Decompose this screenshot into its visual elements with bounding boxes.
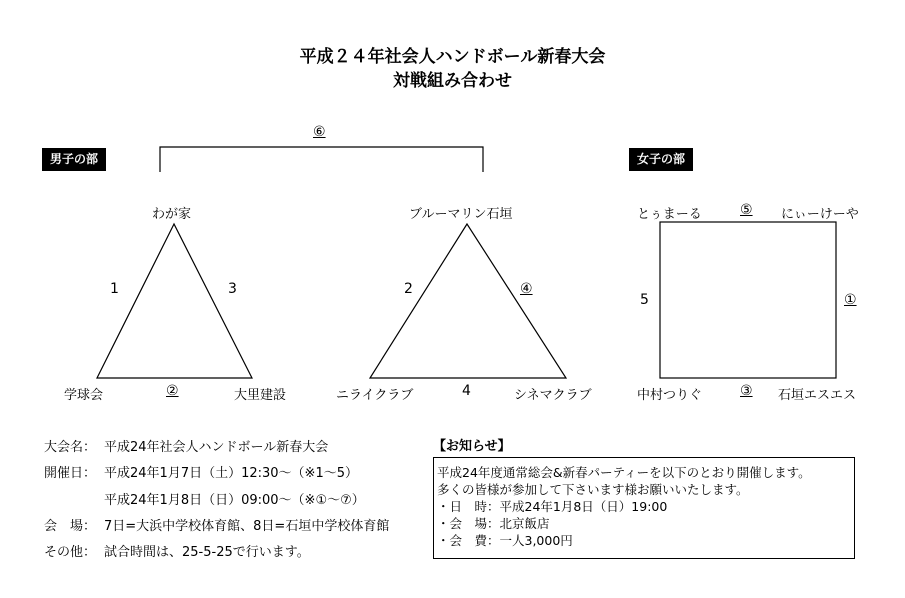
info-name-label: 大会名： — [44, 440, 97, 455]
women-section-badge: 女子の部 — [629, 148, 693, 171]
team-label: 学球会 — [64, 388, 104, 403]
women-square — [660, 222, 836, 378]
men-section-badge: 男子の部 — [42, 148, 106, 171]
notice-line: 多くの皆様が参加して下さいます様お願いいたします。 — [437, 482, 749, 497]
team-label: わが家 — [152, 207, 192, 222]
info-name-value: 平成24年社会人ハンドボール新春大会 — [104, 440, 329, 455]
info-date-value-2: 平成24年1月8日（日）09:00～（※①～⑦） — [104, 493, 365, 508]
cross-match-number: ⑥ — [313, 124, 326, 140]
match-number: 1 — [110, 281, 119, 297]
page-subtitle: 対戦組み合わせ — [393, 71, 512, 91]
match-number: 5 — [640, 292, 649, 308]
info-other-label: その他： — [44, 545, 97, 560]
match-number: ② — [166, 383, 179, 399]
match-number: ① — [844, 292, 857, 308]
team-label: 大里建設 — [234, 388, 287, 403]
cross-match-bracket — [160, 147, 483, 172]
info-date-value-1: 平成24年1月7日（土）12:30～（※1～5） — [104, 466, 358, 481]
men-right-triangle — [370, 224, 566, 378]
notice-line: ・会 費：一人3,000円 — [437, 533, 573, 548]
match-number: ④ — [520, 281, 533, 297]
team-label: にぃーけーや — [781, 207, 859, 222]
team-label: 石垣エスエス — [778, 388, 857, 403]
match-number: ③ — [740, 383, 753, 399]
match-number: ⑤ — [740, 202, 753, 218]
info-date-label: 開催日： — [44, 466, 97, 481]
team-label: シネマクラブ — [514, 388, 592, 403]
team-label: 中村つりぐ — [637, 388, 703, 403]
notice-line: 平成24年度通常総会&新春パーティーを以下のとおり開催します。 — [437, 465, 811, 480]
notice-line: ・会 場：北京飯店 — [437, 516, 550, 531]
notice-line: ・日 時：平成24年1月8日（日）19:00 — [437, 499, 668, 514]
match-number: 3 — [228, 281, 237, 297]
match-number: 2 — [404, 281, 413, 297]
match-number: 4 — [462, 383, 471, 399]
men-left-triangle — [97, 224, 252, 378]
team-label: ブルーマリン石垣 — [409, 207, 513, 222]
notice-heading: 【お知らせ】 — [433, 439, 511, 454]
info-other-value: 試合時間は、25-5-25で行います。 — [104, 545, 310, 560]
team-label: とぅまーる — [637, 207, 702, 222]
info-venue-value: 7日=大浜中学校体育館、8日=石垣中学校体育館 — [104, 519, 390, 534]
team-label: ニライクラブ — [336, 388, 414, 403]
page-title: 平成２４年社会人ハンドボール新春大会 — [299, 47, 606, 67]
info-venue-label: 会 場： — [44, 519, 97, 534]
